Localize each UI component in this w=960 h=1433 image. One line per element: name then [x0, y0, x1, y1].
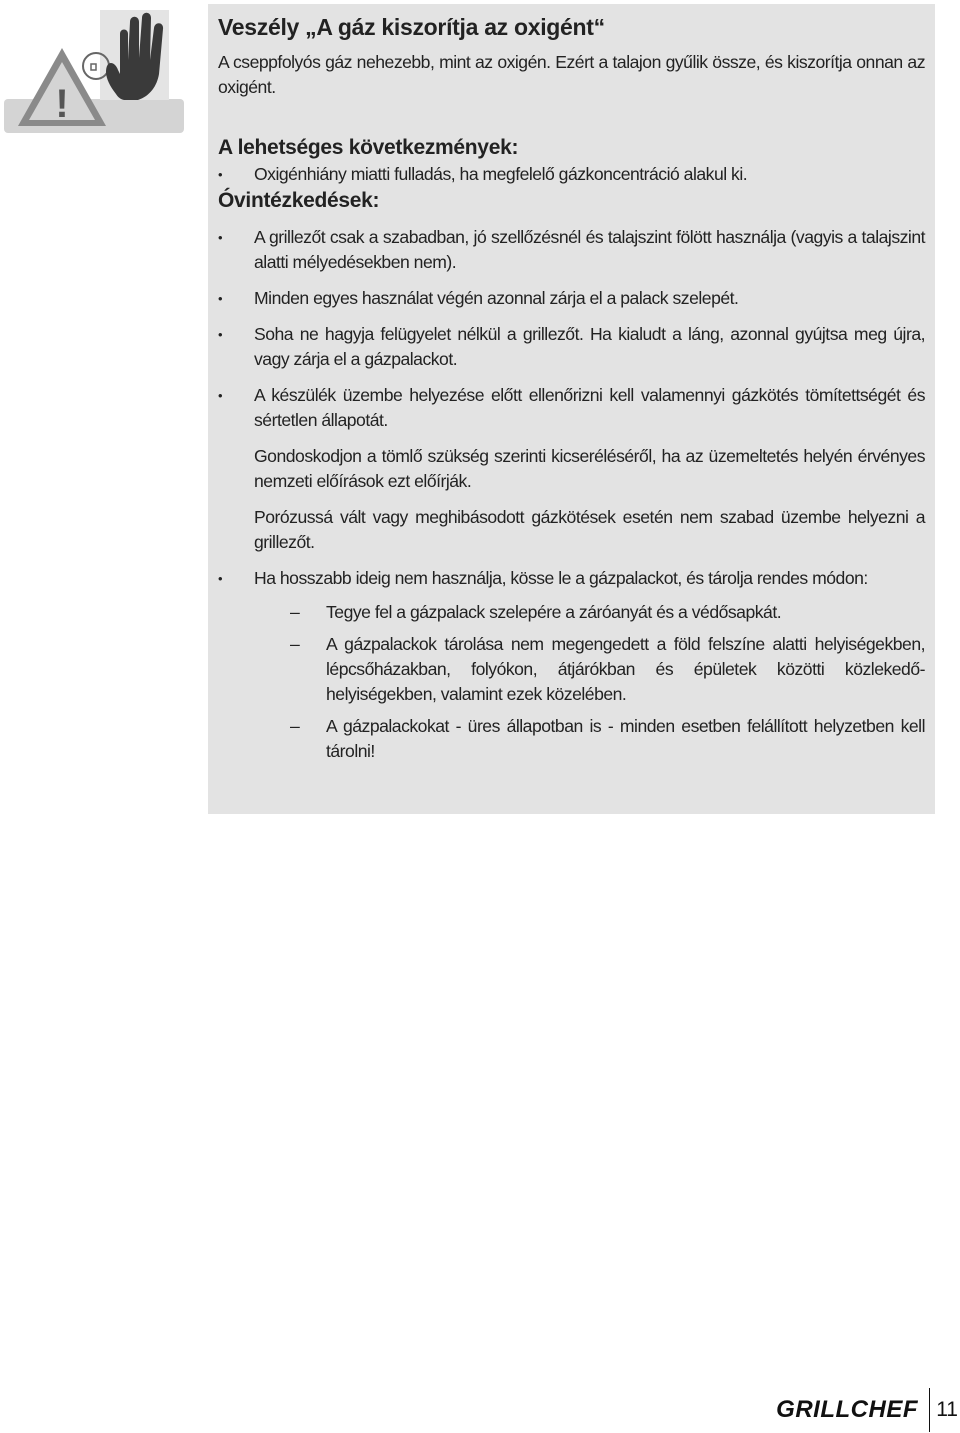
storage-subitem: – A gázpalackokat - üres állapotban is - minden esetben felállított helyzetben kell tárolni!	[254, 714, 925, 764]
precaution-item: • A grillezőt csak a szabadban, jó szellőzésnél és talajszint fölött használja (vagyis a talajszint alatti mélyedésekben nem).	[218, 225, 925, 275]
precautions-list	[218, 225, 925, 433]
precaution-item: • A készülék üzembe helyezése előtt ellenőrizni kell valamennyi gázkötés tömítettségét és sértetlen állapotát.	[218, 383, 925, 433]
warning-intro: A cseppfolyós gáz nehezebb, mint az oxigén. Ezért a talajon gyűlik össze, és kiszorítja onnan az oxigént.	[218, 52, 925, 97]
warning-graphic	[4, 4, 184, 134]
brand-logo: GRILLCHEF	[776, 1396, 918, 1423]
warning-panel	[208, 4, 935, 814]
page-number: 11	[936, 1398, 958, 1421]
warning-title: Veszély „A gáz kiszorítja az oxigént“	[218, 14, 605, 40]
storage-subitem: – A gázpalackok tárolása nem megengedett a föld felszíne alatti helyiségekben, lépcsőházakban, folyókon, átjárókban és épületek közötti közlekedő-helyiségekben, valamint ezek közelében.	[254, 632, 925, 707]
danger-warning-icon	[4, 4, 184, 134]
storage-list	[218, 566, 925, 764]
exclamation-mark: !	[55, 82, 69, 126]
precautions-heading: Óvintézkedések:	[218, 189, 380, 212]
storage-item	[218, 566, 925, 764]
storage-subitem: – Tegye fel a gázpalack szelepére a záróanyát és a védősapkát.	[254, 600, 925, 625]
storage-text: Ha hosszabb ideig nem használja, kösse le a gázpalackot, és tárolja rendes módon:	[254, 568, 868, 588]
consequences-list	[218, 162, 925, 187]
hose-replacement-note: Gondoskodjon a tömlő szükség szerinti kicseréléséről, ha az üzemeltetés helyén érvényes nemzeti előírások ezt előírják.	[254, 446, 925, 491]
warning-triangle-icon	[18, 48, 106, 126]
precaution-item: • Soha ne hagyja felügyelet nélkül a grillezőt. Ha kialudt a láng, azonnal gyújtsa meg újra, vagy zárja el a gázpalackot.	[218, 322, 925, 372]
precaution-item: • Minden egyes használat végén azonnal zárja el a palack szelepét.	[218, 286, 925, 311]
storage-subitems	[254, 600, 925, 764]
consequences-heading: A lehetséges következmények:	[218, 136, 519, 159]
footer-divider	[929, 1388, 931, 1432]
page-footer	[760, 1388, 960, 1432]
damaged-connections-note: Porózussá vált vagy meghibásodott gázkötések esetén nem szabad üzembe helyezni a grillezőt.	[254, 507, 925, 552]
consequence-item: • Oxigénhiány miatti fulladás, ha megfelelő gázkoncentráció alakul ki.	[218, 162, 925, 187]
